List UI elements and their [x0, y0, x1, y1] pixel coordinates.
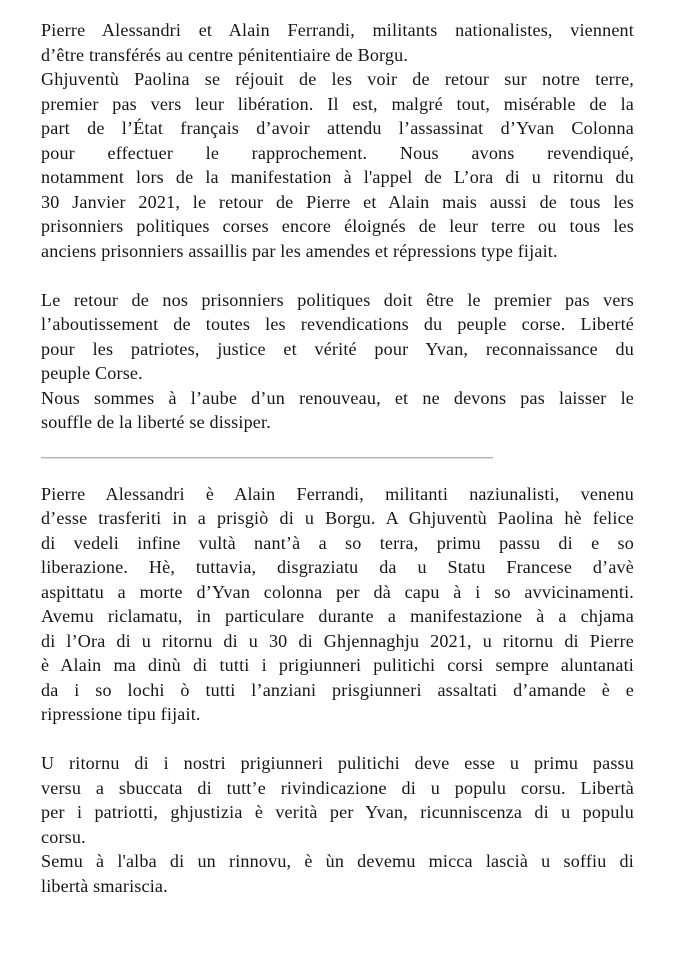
text-line: U ritornu di i nostri prigiunneri pulitichi deve esse u primu passu: [41, 753, 634, 773]
text-line: liberazione. Hè, tuttavia, disgraziatu da u Statu Francese d’avè: [41, 557, 634, 577]
text-line: versu a sbuccata di tutt’e rivindicazione di u populu corsu. Libertà: [41, 777, 634, 798]
text-line: Le retour de nos prisonniers politiques doit être le premier pas vers: [41, 289, 634, 310]
text-line: l’aboutissement de toutes les revendications du peuple corse. Liberté: [41, 314, 634, 334]
text-line: di l’Ora di u ritornu di u 30 di Ghjennaghju 2021, u ritornu di Pierre: [41, 630, 634, 651]
text-line: di vedeli infine vultà nant’à a so terra, primu passu di e so: [41, 532, 634, 553]
text-line: anciens prisonniers assaillis par les amendes et répressions type fijait.: [41, 240, 558, 261]
paragraph-gap: [41, 263, 634, 288]
french-paragraph-2: [41, 288, 634, 435]
text-line: aspittatu a morte d’Yvan colonna per dà capu à i so avvicinamenti.: [41, 581, 634, 602]
text-line: da i so lochi ò tutti l’anziani prisgiunneri assaltati d’amande è e: [41, 679, 634, 700]
french-paragraph-1: [41, 18, 634, 263]
text-line: d’être transférés au centre pénitentiaire de Borgu.: [41, 44, 409, 65]
text-line: part de l’État français d’avoir attendu l’assassinat d’Yvan Colonna: [41, 118, 634, 138]
corsican-paragraph-1: [41, 482, 634, 727]
corsican-section: [41, 482, 634, 899]
french-section: [41, 18, 634, 435]
document-body: [41, 18, 634, 898]
text-line: 30 Janvier 2021, le retour de Pierre et Alain mais aussi de tous les: [41, 191, 634, 212]
text-line: Pierre Alessandri è Alain Ferrandi, militanti naziunalisti, venenu: [41, 483, 634, 504]
text-line: Avemu riclamatu, in particulare durante a manifestazione à a chjama: [41, 606, 634, 626]
text-line: Semu à l'alba di un rinnovu, è ùn devemu micca lascià u soffiu di: [41, 851, 634, 871]
text-line: libertà smariscia.: [41, 875, 168, 896]
text-line: pour effectuer le rapprochement. Nous avons revendiqué,: [41, 142, 634, 163]
text-line: d’esse trasferiti in a prisgiò di u Borgu. A Ghjuventù Paolina hè felice: [41, 508, 634, 528]
section-divider-wrapper: [41, 435, 634, 482]
text-line: è Alain ma dinù di tutti i prigiunneri pulitichi corsi sempre aluntanati: [41, 655, 634, 675]
text-line: peuple Corse.: [41, 363, 143, 383]
text-line: ripressione tipu fijait.: [41, 704, 201, 724]
text-line: Ghjuventù Paolina se réjouit de les voir de retour sur notre terre,: [41, 69, 634, 89]
corsican-paragraph-2: [41, 751, 634, 898]
text-line: corsu.: [41, 826, 86, 847]
text-line: souffle de la liberté se dissiper.: [41, 412, 271, 432]
text-line: notamment lors de la manifestation à l'appel de L’ora di u ritornu du: [41, 167, 634, 187]
paragraph-gap: [41, 727, 634, 752]
text-line: premier pas vers leur libération. Il est, malgré tout, misérable de la: [41, 93, 634, 114]
text-line: pour les patriotes, justice et vérité pour Yvan, reconnaissance du: [41, 338, 634, 359]
text-line: Nous sommes à l’aube d’un renouveau, et ne devons pas laisser le: [41, 387, 634, 408]
text-line: Pierre Alessandri et Alain Ferrandi, militants nationalistes, viennent: [41, 20, 634, 40]
text-line: per i patriotti, ghjustizia è verità per Yvan, ricunniscenza di u populu: [41, 802, 634, 822]
text-line: prisonniers politiques corses encore éloignés de leur terre ou tous les: [41, 216, 634, 236]
section-divider: [41, 457, 493, 459]
